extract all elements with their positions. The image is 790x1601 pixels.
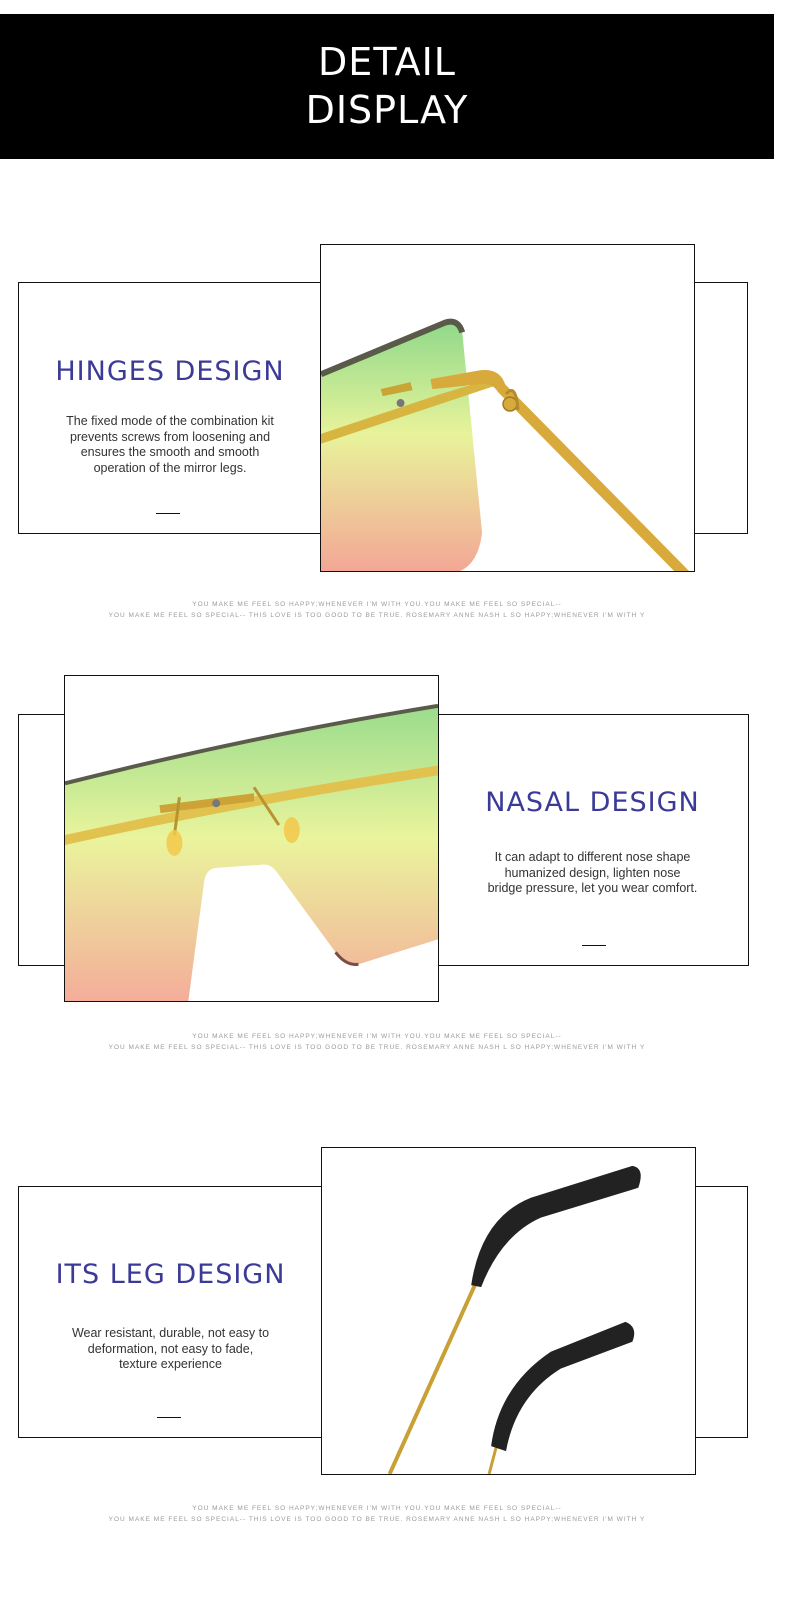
- section-title-nasal: NASAL DESIGN: [485, 787, 700, 818]
- desc-line: prevents screws from loosening and: [69, 429, 271, 444]
- tagline-line: YOU MAKE ME FEEL SO SPECIAL-- THIS LOVE IS TOO GOOD TO BE TRUE. ROSEMARY ANNE NASH L SO HAPPY;WHENEVER I'M WITH Y: [108, 1516, 646, 1523]
- temple-tips-closeup-image: [321, 1147, 696, 1475]
- divider-dash: [582, 945, 606, 946]
- tagline-line: YOU MAKE ME FEEL SO HAPPY;WHENEVER I'M WITH YOU.YOU MAKE ME FEEL SO SPECIAL--: [192, 1033, 562, 1040]
- divider-dash: [156, 513, 180, 514]
- header-title-line2: DISPLAY: [305, 88, 469, 132]
- side-frame-leg: [690, 1186, 748, 1438]
- section-desc-hinges: [18, 414, 322, 476]
- section-title-leg: ITS LEG DESIGN: [55, 1259, 286, 1290]
- nose-pad-closeup-image: [64, 675, 439, 1002]
- desc-line: ensures the smooth and smooth: [80, 445, 260, 459]
- tagline-line: YOU MAKE ME FEEL SO SPECIAL-- THIS LOVE IS TOO GOOD TO BE TRUE. ROSEMARY ANNE NASH L SO HAPPY;WHENEVER I'M WITH Y: [108, 1044, 646, 1051]
- desc-line: It can adapt to different nose shape: [494, 850, 691, 864]
- side-frame-nasal: [18, 714, 70, 966]
- header-banner: [0, 14, 774, 159]
- desc-line: Wear resistant, durable, not easy to: [71, 1326, 270, 1340]
- header-title-line1: DETAIL: [318, 40, 456, 84]
- desc-line: deformation, not easy to fade,: [87, 1341, 254, 1356]
- tagline-2: [0, 1031, 754, 1053]
- tagline-1: [0, 599, 754, 621]
- divider-dash: [157, 1417, 181, 1418]
- tagline-3: [0, 1503, 754, 1525]
- desc-line: texture experience: [119, 1357, 222, 1371]
- text-card-hinges: [18, 282, 322, 534]
- desc-line: operation of the mirror legs.: [93, 460, 247, 475]
- desc-line: humanized design, lighten nose: [504, 865, 681, 880]
- text-card-nasal: [436, 714, 749, 966]
- desc-line: The fixed mode of the combination kit: [66, 414, 274, 428]
- tagline-line: YOU MAKE ME FEEL SO SPECIAL-- THIS LOVE IS TOO GOOD TO BE TRUE. ROSEMARY ANNE NASH L SO HAPPY;WHENEVER I'M WITH Y: [108, 612, 646, 619]
- section-desc-nasal: [436, 850, 749, 897]
- section-desc-leg: [18, 1326, 323, 1373]
- desc-line: bridge pressure, let you wear comfort.: [487, 881, 698, 895]
- section-title-hinges: HINGES DESIGN: [55, 356, 285, 387]
- text-card-leg: [18, 1186, 323, 1438]
- hinge-closeup-image: [320, 244, 695, 572]
- tagline-line: YOU MAKE ME FEEL SO HAPPY;WHENEVER I'M WITH YOU.YOU MAKE ME FEEL SO SPECIAL--: [192, 1505, 562, 1512]
- side-frame-hinges: [690, 282, 748, 534]
- tagline-line: YOU MAKE ME FEEL SO HAPPY;WHENEVER I'M WITH YOU.YOU MAKE ME FEEL SO SPECIAL--: [192, 601, 562, 608]
